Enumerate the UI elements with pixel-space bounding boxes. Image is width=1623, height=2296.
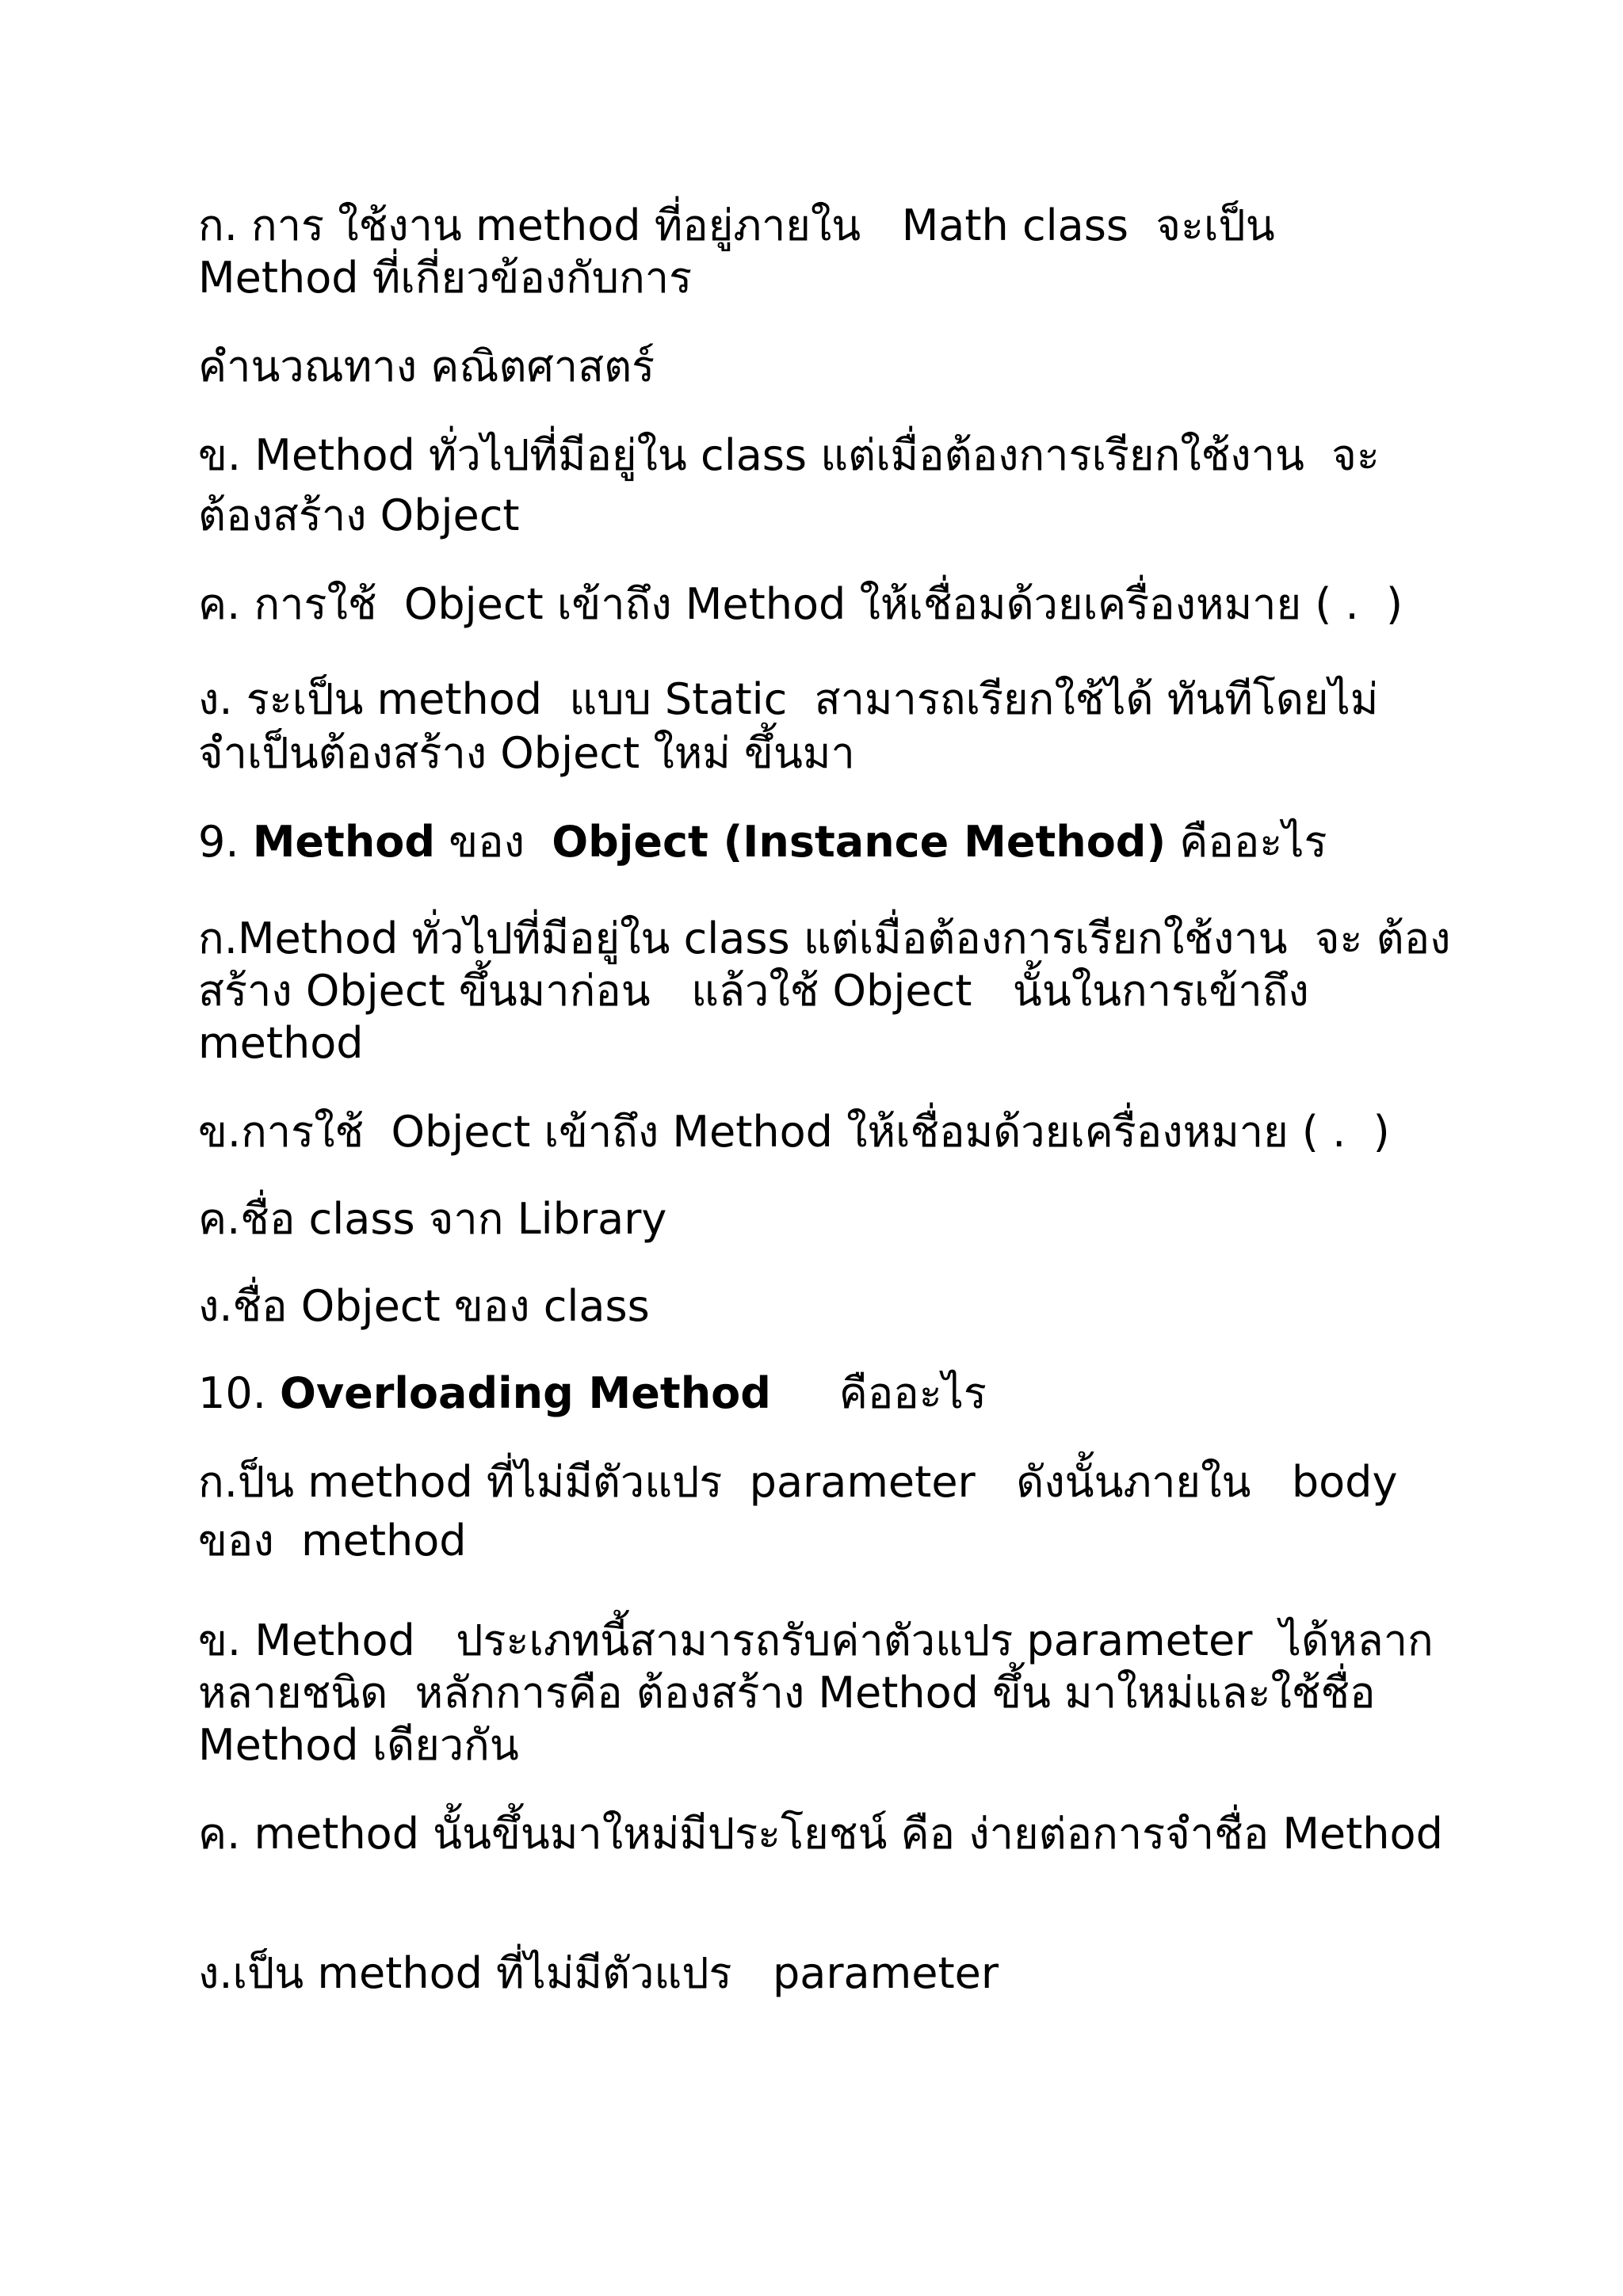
question-bold-term: Method xyxy=(252,817,436,867)
option-text-line: ง.ชื่อ Object ของ class xyxy=(198,1281,650,1331)
option-text-line: จำเป็นต้องสร้าง Object ใหม่ ขึ้นมา xyxy=(198,728,855,778)
option-text-line: ก. การ ใช้งาน method ที่อยู่ภายใน Math class จะเป็น xyxy=(198,200,1275,250)
question-10-heading xyxy=(198,1367,1466,1420)
option-text-line: ก.Method ทั่วไปที่มีอยู่ใน class แต่เมื่อต้องการเรียกใช้งาน จะ ต้อง xyxy=(198,913,1451,963)
option-text-line: ข. Method ทั่วไปที่มีอยู่ใน class แต่เมื่อต้องการเรียกใช้งาน จะ xyxy=(198,430,1380,480)
question-text: คืออะไร xyxy=(770,1368,987,1418)
question-text: คืออะไร xyxy=(1166,817,1327,867)
question-number: 10. xyxy=(198,1368,281,1418)
option-text-line: Method เดียวกัน xyxy=(198,1720,519,1770)
option-text-line: ของ method xyxy=(198,1516,467,1566)
question-bold-term: Object (Instance Method) xyxy=(552,817,1167,867)
question-bold-term: Overloading Method xyxy=(280,1368,771,1418)
option-text-line: ข.การใช้ Object เข้าถึง Method ให้เชื่อมด้วยเครื่องหมาย ( . ) xyxy=(198,1107,1390,1157)
option-text-line: ข. Method ประเภทนี้สามารถรับค่าตัวแปร parameter ได้หลาก xyxy=(198,1615,1434,1665)
option-text-line: Method ที่เกี่ยวข้องกับการ xyxy=(198,253,693,303)
option-text-line: ค. การใช้ Object เข้าถึง Method ให้เชื่อมด้วยเครื่องหมาย ( . ) xyxy=(198,579,1403,629)
question-number: 9. xyxy=(198,817,253,867)
option-text-line: ก.ป็น method ที่ไม่มีตัวแปร parameter ดังนั้นภายใน body xyxy=(198,1457,1398,1507)
option-text-line: ต้องสร้าง Object xyxy=(198,490,520,540)
option-text-line: คำนวณทาง คณิตศาสตร์ xyxy=(198,341,655,391)
question-9-heading xyxy=(198,816,1466,868)
option-text-line: ง.เป็น method ที่ไม่มีตัวแปร parameter xyxy=(198,1948,999,1998)
option-text-line: หลายชนิด หลักการคือ ต้องสร้าง Method ขึ้น มาใหม่และใช้ชื่อ xyxy=(198,1668,1376,1718)
option-text-line: ค.ชื่อ class จาก Library xyxy=(198,1194,667,1244)
option-text-line: ค. method นั้นขึ้นมาใหม่มีประโยชน์ คือ ง่ายต่อการจำชื่อ Method xyxy=(198,1809,1443,1859)
question-text: ของ xyxy=(435,817,552,867)
option-text-line: method xyxy=(198,1018,364,1068)
option-text-line: ง. ระเป็น method แบบ Static สามารถเรียกใช้ได้ ทันทีโดยไม่ xyxy=(198,674,1379,724)
option-text-line: สร้าง Object ขึ้นมาก่อน แล้วใช้ Object นั้นในการเข้าถึง xyxy=(198,966,1309,1016)
